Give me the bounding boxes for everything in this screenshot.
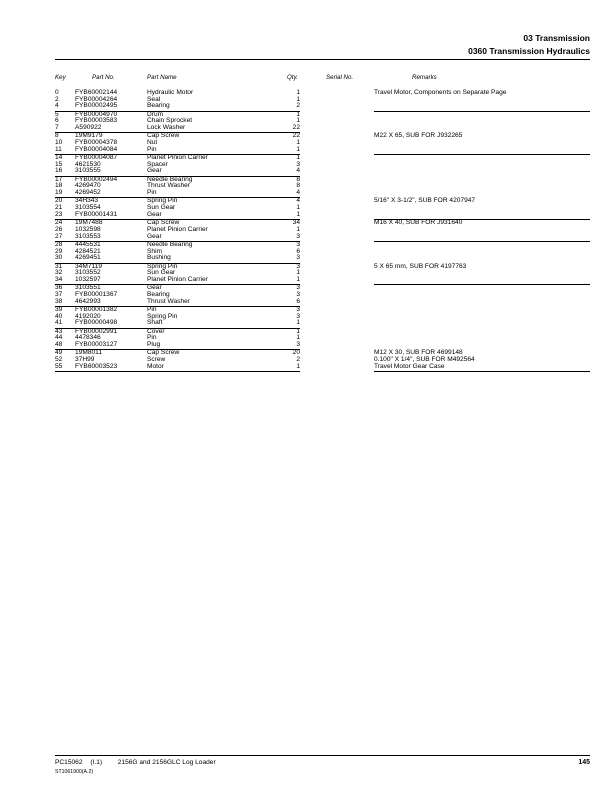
footer-title: 2156G and 2156GLC Log Loader [117,759,216,766]
part-number: 4445531 [75,240,101,248]
column-header-remarks: Remarks [412,74,437,81]
part-key: 43 [55,327,63,335]
part-name: Planet Pinion Carrier [147,275,208,283]
part-qty: 4 [296,167,300,175]
table-row [0,255,612,262]
part-key: 14 [55,154,63,162]
part-name: Thrust Washer [147,297,190,305]
part-name: Pin [147,145,157,153]
part-qty: 3 [296,232,300,240]
part-group [0,285,612,307]
part-qty: 3 [296,160,300,168]
part-key: 11 [55,145,62,153]
part-number: 4269451 [75,254,101,262]
part-name: Shim [147,247,163,255]
part-name: Planet Pinion Carrier [147,225,208,233]
part-key: 38 [55,297,63,305]
part-key: 20 [55,197,63,205]
part-qty: 1 [296,327,300,335]
column-header-qty: Qty. [287,74,298,81]
part-number: 34M7119 [75,262,103,270]
parts-table [0,90,612,372]
footer-doc-info [55,759,216,766]
part-number: 4642993 [75,297,101,305]
part-key: 28 [55,240,63,248]
part-number: FYB60002144 [75,89,118,96]
part-number: 3103552 [75,269,101,277]
part-qty: 22 [292,132,300,140]
part-qty: 8 [296,175,300,183]
part-name: Pin [147,189,157,197]
part-name: Gear [147,210,162,218]
part-qty: 3 [296,340,300,348]
part-number: FYB00000498 [75,319,118,327]
part-name: Hydraulic Motor [147,89,194,96]
part-group [0,264,612,286]
part-name: Plug [147,340,161,348]
part-key: 32 [55,269,63,277]
part-qty: 1 [296,334,300,342]
part-qty: 1 [296,145,300,153]
table-row [0,364,612,371]
part-name: Needle Bearing [147,240,193,248]
part-key: 21 [55,204,63,212]
part-name: Gear [147,232,162,240]
part-number: FYB00004378 [75,139,118,147]
part-key: 31 [55,262,63,270]
part-key: 39 [55,305,63,313]
part-name: Cap Screw [147,132,180,140]
column-header-key: Key [55,74,66,81]
table-row [0,190,612,197]
part-key: 29 [55,247,63,255]
section-title: 03 Transmission [523,33,590,43]
part-number: FYB00004087 [75,154,118,162]
part-group [0,155,612,177]
part-qty: 34 [292,219,300,227]
part-key: 0 [55,89,59,96]
part-number: 4621530 [75,160,101,168]
part-group [0,220,612,242]
part-key: 5 [55,110,59,118]
part-key: 18 [55,182,63,190]
part-key: 40 [55,312,63,320]
part-name: Lock Washer [147,124,186,132]
part-qty: 22 [292,124,300,132]
part-key: 10 [55,139,63,147]
part-name: Cover [147,327,165,335]
part-qty: 3 [296,312,300,320]
part-qty: 1 [296,225,300,233]
part-qty: 3 [296,262,300,270]
part-number: A590922 [75,124,102,132]
part-qty: 1 [296,95,300,103]
part-number: 3103551 [75,284,101,292]
part-key: 49 [55,349,63,357]
part-number: FYB00001431 [75,210,118,218]
part-key: 15 [55,160,63,168]
part-qty: 3 [296,305,300,313]
column-header-part-no: Part No. [92,74,115,81]
part-key: 8 [55,132,59,140]
part-name: Thrust Washer [147,182,190,190]
part-qty: 1 [296,362,300,370]
part-key: 52 [55,355,63,363]
part-name: Bearing [147,290,170,298]
part-key: 27 [55,232,63,240]
part-qty: 1 [296,210,300,218]
part-name: Spring Pin [147,262,178,270]
part-number: FYB00001367 [75,290,118,298]
part-number: 1032597 [75,275,101,283]
part-name: Gear [147,284,162,292]
part-key: 55 [55,362,63,370]
part-remarks: 5 X 65 mm, SUB FOR 4197763 [374,262,467,270]
part-qty: 1 [296,154,300,162]
part-name: Sun Gear [147,204,176,212]
part-qty: 3 [296,290,300,298]
part-number: FYB60003523 [75,362,118,370]
part-qty: 1 [296,269,300,277]
part-key: 48 [55,340,63,348]
part-number: FYB00003127 [75,340,118,348]
part-qty: 1 [296,275,300,283]
part-number: 4192020 [75,312,101,320]
part-key: 24 [55,219,63,227]
part-key: 7 [55,124,59,132]
part-name: Drum [147,110,164,118]
part-number: 37H99 [75,355,95,363]
table-row [0,299,612,306]
part-remarks: M16 X 40, SUB FOR J931640 [374,219,463,227]
part-name: Pin [147,305,157,313]
part-remarks: 5/16" X 3-1/2", SUB FOR 4207947 [374,197,476,205]
part-key: 30 [55,254,63,262]
footer-rule [55,755,590,756]
part-number: 19M7488 [75,219,103,227]
part-number: 4478346 [75,334,101,342]
part-qty: 1 [296,89,300,96]
part-number: FYB00004084 [75,145,118,153]
part-remarks: M22 X 65, SUB FOR J932265 [374,132,463,140]
part-qty: 3 [296,254,300,262]
part-number: 3103555 [75,167,101,175]
part-number: FYB00003583 [75,117,118,125]
part-group [0,133,612,155]
part-key: 36 [55,284,63,292]
part-name: Screw [147,355,166,363]
part-number: FYB00002991 [75,327,118,335]
part-qty: 3 [296,284,300,292]
part-qty: 1 [296,117,300,125]
table-row [0,168,612,175]
part-number: FYB00004264 [75,95,118,103]
part-number: FYB00004970 [75,110,118,118]
part-name: Bearing [147,102,170,110]
part-number: 19M9179 [75,132,103,140]
column-header-serial-no: Serial No. [326,74,354,81]
part-name: Spacer [147,160,168,168]
part-number: FYB00002495 [75,102,118,110]
part-name: Motor [147,362,164,370]
part-key: 37 [55,290,63,298]
table-row [0,103,612,110]
part-qty: 4 [296,197,300,205]
part-name: Pin [147,334,157,342]
part-number: FYB00001382 [75,305,118,313]
remarks-divider [374,371,590,372]
part-key: 41 [55,319,63,327]
part-number: 4269470 [75,182,101,190]
part-group [0,112,612,134]
part-number: 4284521 [75,247,101,255]
part-remarks: M12 X 30, SUB FOR 4699148 [374,349,463,357]
part-qty: 8 [296,182,300,190]
part-group [0,242,612,264]
part-qty: 3 [296,240,300,248]
footer-sub-id: ST1061900(A.2) [55,769,94,775]
part-group [0,329,612,351]
subsection-title: 0360 Transmission Hydraulics [468,46,590,56]
table-row [0,234,612,241]
table-row [0,277,612,284]
part-qty: 20 [292,349,300,357]
part-name: Cap Screw [147,219,180,227]
part-remarks: 0.100" X 1/4", SUB FOR M492564 [374,355,475,363]
part-group [0,177,612,199]
part-remarks: Travel Motor, Components on Separate Page [374,89,507,96]
table-row [0,125,612,132]
part-number: 19M8011 [75,349,103,357]
part-key: 23 [55,210,63,218]
part-name: Gear [147,167,162,175]
part-qty: 1 [296,204,300,212]
part-number: FYB00002494 [75,175,118,183]
part-number: 4269452 [75,189,101,197]
part-number: 34H343 [75,197,99,205]
part-qty: 1 [296,319,300,327]
part-name: Needle Bearing [147,175,193,183]
part-qty: 6 [296,247,300,255]
part-key: 17 [55,175,63,183]
footer-doc-id: PC15062 [55,759,83,766]
part-qty: 2 [296,102,300,110]
part-name: Planet Pinion Carrier [147,154,208,162]
part-group [0,350,612,372]
footer-revision: (I.1) [90,759,103,766]
part-number: 3103554 [75,204,101,212]
part-name: Nut [147,139,158,147]
table-row [0,212,612,219]
part-key: 4 [55,102,59,110]
part-remarks: Travel Motor Gear Case [374,362,445,370]
part-number: 3103553 [75,232,101,240]
part-key: 26 [55,225,63,233]
part-number: 1032598 [75,225,101,233]
page-number: 145 [578,759,590,766]
group-divider [55,371,300,372]
part-name: Seal [147,95,161,103]
part-name: Shaft [147,319,163,327]
part-group [0,198,612,220]
part-key: 16 [55,167,63,175]
table-row [0,342,612,349]
part-qty: 2 [296,355,300,363]
part-group [0,307,612,329]
part-key: 19 [55,189,63,197]
part-name: Spring Pin [147,312,178,320]
part-key: 2 [55,95,59,103]
part-key: 34 [55,275,63,283]
part-key: 44 [55,334,63,342]
part-qty: 4 [296,189,300,197]
part-key: 6 [55,117,59,125]
header-rule [55,59,590,60]
part-name: Bushing [147,254,171,262]
table-row [0,320,612,327]
part-name: Spring Pin [147,197,178,205]
part-name: Chain Sprocket [147,117,193,125]
part-group [0,90,612,112]
part-name: Cap Screw [147,349,180,357]
part-qty: 1 [296,110,300,118]
part-qty: 6 [296,297,300,305]
table-row [0,147,612,154]
column-header-part-name: Part Name [147,74,177,81]
part-name: Sun Gear [147,269,176,277]
part-qty: 1 [296,139,300,147]
